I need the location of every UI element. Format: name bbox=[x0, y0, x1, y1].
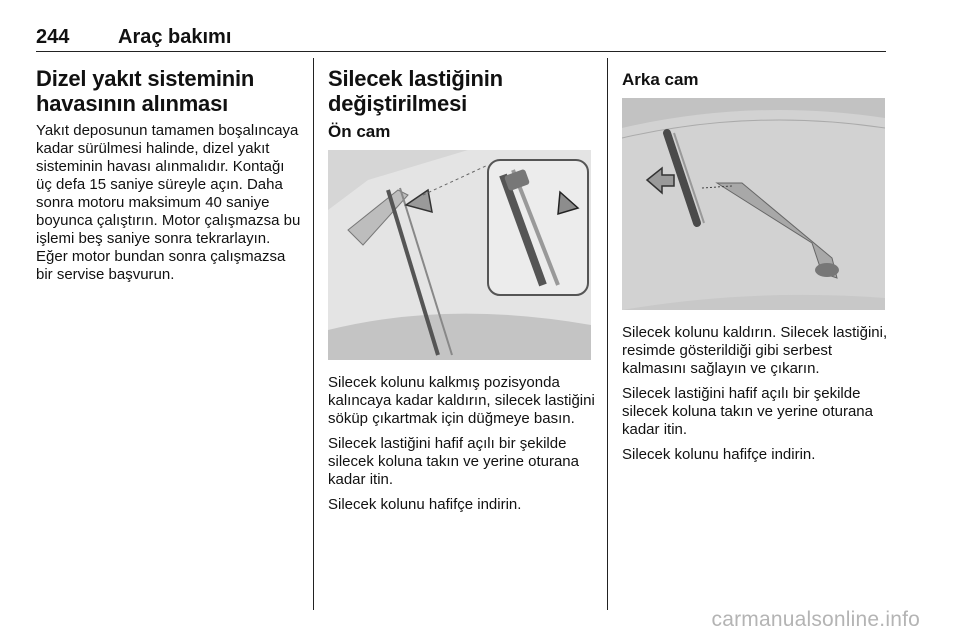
rear-step-1: Silecek kolunu kaldırın. Silecek lastiğini, resimde gösterildiği gibi serbest kalmasını sağlayın ve çıkarın. bbox=[622, 324, 888, 377]
front-wiper-drawing bbox=[328, 150, 591, 360]
page-number: 244 bbox=[36, 26, 70, 48]
diesel-bleeding-heading: Dizel yakıt sisteminin havasının alınması bbox=[36, 66, 255, 116]
front-step-3: Silecek kolunu hafifçe indirin. bbox=[328, 496, 522, 513]
rear-wiper-drawing bbox=[622, 98, 885, 310]
rear-step-3: Silecek kolunu hafifçe indirin. bbox=[622, 446, 816, 463]
diesel-bleeding-text: Yakıt deposunun tamamen boşalıncaya kadar sürülmesi halinde, dizel yakıt sisteminin havası alınmalıdır. Kontağı üç defa 15 saniye süreyle açın. Daha sonra motoru maksimum 40 saniye boyunca çalıştırın. Motor çalışmazsa bu işlemi beş saniye sonra tekrarlayın. Eğer motor bundan sonra çalışmazsa bir servise başvurun. bbox=[36, 122, 301, 283]
rear-step-2: Silecek lastiğini hafif açılı bir şekilde silecek koluna takın ve yerine oturana kadar itin. bbox=[622, 385, 873, 438]
section-title: Araç bakımı bbox=[118, 26, 232, 48]
front-step-1: Silecek kolunu kalkmış pozisyonda kalıncaya kadar kaldırın, silecek lastiğini söküp çıkartmak için düğmeye basın. bbox=[328, 374, 595, 427]
front-wiper-illustration bbox=[328, 150, 591, 360]
column-wiper-rear bbox=[622, 58, 888, 471]
rear-wiper-illustration bbox=[622, 98, 885, 310]
page-header bbox=[36, 26, 886, 50]
column-diesel-bleeding bbox=[36, 58, 304, 291]
wiper-replacement-heading: Silecek lastiğinin değiştirilmesi bbox=[328, 66, 503, 116]
header-rule bbox=[36, 51, 886, 52]
front-window-subheading: Ön cam bbox=[328, 122, 391, 141]
column-divider-1 bbox=[313, 58, 314, 610]
column-divider-2 bbox=[607, 58, 608, 610]
front-step-2: Silecek lastiğini hafif açılı bir şekilde silecek koluna takın ve yerine oturana kadar itin. bbox=[328, 435, 579, 488]
column-wiper-front bbox=[328, 58, 596, 521]
rear-window-subheading: Arka cam bbox=[622, 70, 699, 89]
watermark: carmanualsonline.info bbox=[711, 608, 920, 631]
